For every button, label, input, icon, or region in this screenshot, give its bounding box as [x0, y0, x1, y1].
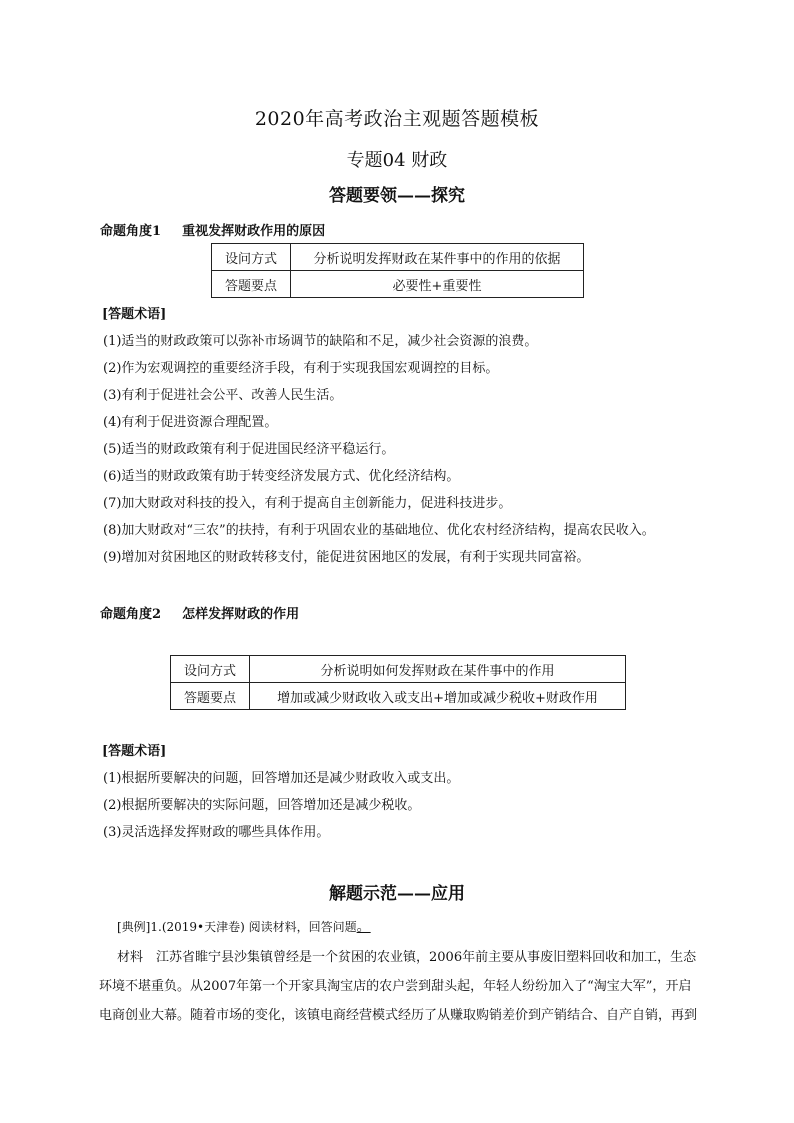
example-suffix: ) 阅读材料，回答问题 — [240, 920, 357, 934]
list-item: (9)增加对贫困地区的财政转移支付，能促进贫困地区的发展，有利于实现共同富裕。 — [103, 550, 590, 565]
list-item: (8)加大财政对“三农”的扶持，有利于巩固农业的基础地位、优化农村经济结构，提高农民收入。 — [103, 523, 655, 538]
angle2-text: 怎样发挥财政的作用 — [182, 607, 300, 622]
material-line: 电商创业大幕。随着市场的变化，该镇电商经营模式经历了从赚取购销差价到产销结合、自产自销，再到 — [99, 1008, 698, 1023]
section-heading-explore: 答题要领——探究 — [329, 186, 465, 206]
angle2-table — [170, 655, 626, 710]
list-item: (1)适当的财政政策可以弥补市场调节的缺陷和不足，减少社会资源的浪费。 — [103, 334, 538, 349]
example-end: 。 — [356, 919, 371, 935]
material-line: 材料 江苏省睢宁县沙集镇曾经是一个贫困的农业镇，2006年前主要从事废旧塑料回收和加工，生态 — [117, 950, 697, 965]
table-row — [212, 271, 584, 298]
table-value: 增加或减少财政收入或支出+增加或减少税收+财政作用 — [250, 683, 626, 710]
example-source: 天津卷 — [204, 920, 241, 934]
table-key: 设问方式 — [212, 244, 291, 271]
list-item: (2)根据所要解决的实际问题，回答增加还是减少税收。 — [103, 798, 421, 813]
angle2-heading — [100, 603, 299, 622]
list-item: (3)有利于促进社会公平、改善人民生活。 — [103, 388, 343, 403]
list-item: (3)灵活选择发挥财政的哪些具体作用。 — [103, 825, 330, 840]
table-key: 设问方式 — [171, 656, 250, 683]
table-row — [212, 244, 584, 271]
example-line — [117, 916, 371, 936]
document-title: 2020年高考政治主观题答题模板 — [254, 108, 540, 130]
list-item: (5)适当的财政政策有利于促进国民经济平稳运行。 — [103, 442, 395, 457]
material-line: 环境不堪重负。从2007年第一个开家具淘宝店的农户尝到甜头起，年轻人纷纷加入了“淘宝大军”，开启 — [99, 979, 692, 994]
list-item: (2)作为宏观调控的重要经济手段，有利于实现我国宏观调控的目标。 — [103, 361, 499, 376]
list-item: (6)适当的财政政策有助于转变经济发展方式、优化经济结构。 — [103, 469, 460, 484]
angle1-terms-heading: [答题术语] — [102, 307, 167, 322]
angle1-heading — [100, 220, 325, 239]
table-key: 答题要点 — [171, 683, 250, 710]
table-value: 分析说明如何发挥财政在某件事中的作用 — [250, 656, 626, 683]
list-item: (1)根据所要解决的问题，回答增加还是减少财政收入或支出。 — [103, 771, 460, 786]
example-prefix: [典例]1.(2019• — [117, 920, 205, 934]
table-value: 分析说明发挥财政在某件事中的作用的依据 — [291, 244, 584, 271]
angle1-label: 命题角度1 — [100, 224, 162, 239]
angle2-terms-heading: [答题术语] — [102, 744, 167, 759]
table-row — [171, 656, 626, 683]
table-key: 答题要点 — [212, 271, 291, 298]
angle2-label: 命题角度2 — [100, 607, 162, 622]
section-heading-apply: 解题示范——应用 — [329, 884, 465, 904]
document-subtitle: 专题04 财政 — [346, 150, 448, 171]
angle1-text: 重视发挥财政作用的原因 — [182, 224, 326, 239]
table-value: 必要性+重要性 — [291, 271, 584, 298]
list-item: (4)有利于促进资源合理配置。 — [103, 415, 278, 430]
list-item: (7)加大财政对科技的投入，有利于提高自主创新能力，促进科技进步。 — [103, 496, 512, 511]
table-row — [171, 683, 626, 710]
angle1-table — [211, 243, 584, 298]
